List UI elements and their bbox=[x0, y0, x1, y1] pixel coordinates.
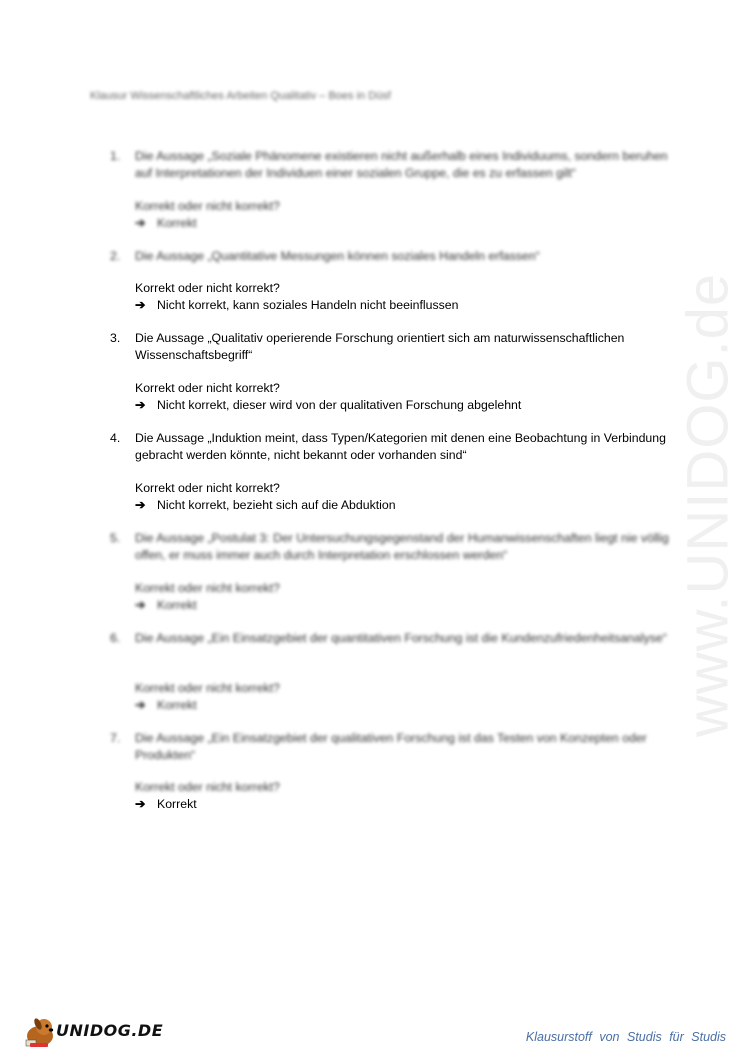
right-arrow-icon: ➔ bbox=[135, 398, 146, 412]
answer-prompt: Korrekt oder nicht korrekt? bbox=[135, 780, 280, 794]
question-number: 7. bbox=[110, 731, 121, 745]
dog-logo-icon bbox=[20, 1014, 60, 1050]
answer-5 bbox=[135, 580, 280, 614]
answer-prompt: Korrekt oder nicht korrekt? bbox=[135, 681, 280, 695]
answer-text: Nicht korrekt, dieser wird von der qualitativen Forschung abgelehnt bbox=[157, 398, 522, 412]
answer-text: Korrekt bbox=[157, 598, 197, 612]
question-text: Die Aussage „Postulat 3: Der Untersuchungsgegenstand der Humanwissenschaften liegt nie völlig offen, er muss immer auch durch Interpretation erschlossen werden“ bbox=[135, 531, 669, 562]
answer-7 bbox=[135, 779, 280, 813]
answer-1 bbox=[135, 198, 280, 232]
answer-prompt: Korrekt oder nicht korrekt? bbox=[135, 199, 280, 213]
right-arrow-icon: ➔ bbox=[135, 598, 146, 612]
right-arrow-icon: ➔ bbox=[135, 298, 146, 312]
answer-prompt: Korrekt oder nicht korrekt? bbox=[135, 281, 280, 295]
answer-prompt: Korrekt oder nicht korrekt? bbox=[135, 581, 280, 595]
answer-2 bbox=[135, 280, 458, 314]
answer-6 bbox=[135, 680, 280, 714]
answer-3 bbox=[135, 380, 521, 414]
footer-tagline: Klausurstoff von Studis für Studis bbox=[525, 1030, 726, 1044]
question-number: 2. bbox=[110, 249, 121, 263]
page-header: Klausur Wissenschaftliches Arbeiten Qualitativ – Boes in Düsf bbox=[90, 90, 391, 102]
answer-prompt: Korrekt oder nicht korrekt? bbox=[135, 481, 280, 495]
answer-text: Korrekt bbox=[157, 797, 197, 811]
answer-prompt: Korrekt oder nicht korrekt? bbox=[135, 381, 280, 395]
right-arrow-icon: ➔ bbox=[135, 216, 146, 230]
answer-text: Nicht korrekt, kann soziales Handeln nicht beeinflussen bbox=[157, 298, 459, 312]
right-arrow-icon: ➔ bbox=[135, 498, 146, 512]
watermark: www.UNIDOG.de bbox=[675, 272, 741, 738]
question-number: 5. bbox=[110, 531, 121, 545]
answer-text: Nicht korrekt, bezieht sich auf die Abduktion bbox=[157, 498, 396, 512]
question-text: Die Aussage „Soziale Phänomene existieren nicht außerhalb eines Individuums, sondern beruhen auf Interpretationen der Individuen einer sozialen Gruppe, die es zu erfassen gilt“ bbox=[135, 149, 668, 180]
question-number: 4. bbox=[110, 431, 121, 445]
question-text: Die Aussage „Quantitative Messungen können soziales Handeln erfassen“ bbox=[135, 249, 540, 263]
question-number: 3. bbox=[110, 331, 121, 345]
right-arrow-icon: ➔ bbox=[135, 797, 146, 811]
question-text: Die Aussage „Induktion meint, dass Typen/Kategorien mit denen eine Beobachtung in Verbindung gebracht werden könnte, nicht bekannt oder vorhanden sind“ bbox=[135, 431, 666, 462]
answer-text: Korrekt bbox=[157, 698, 197, 712]
answer-text: Korrekt bbox=[157, 216, 197, 230]
answer-4 bbox=[135, 480, 396, 514]
right-arrow-icon: ➔ bbox=[135, 698, 146, 712]
logo-text: UNIDOG.DE bbox=[56, 1021, 164, 1040]
question-number: 1. bbox=[110, 149, 121, 163]
question-text: Die Aussage „Qualitativ operierende Forschung orientiert sich am naturwissenschaftlichen Wissenschaftsbegriff“ bbox=[135, 331, 625, 362]
question-number: 6. bbox=[110, 631, 121, 645]
question-text: Die Aussage „Ein Einsatzgebiet der quantitativen Forschung ist die Kundenzufriedenheitsanalyse“ bbox=[135, 631, 667, 645]
question-text: Die Aussage „Ein Einsatzgebiet der qualitativen Forschung ist das Testen von Konzepten oder Produkten“ bbox=[135, 731, 647, 762]
